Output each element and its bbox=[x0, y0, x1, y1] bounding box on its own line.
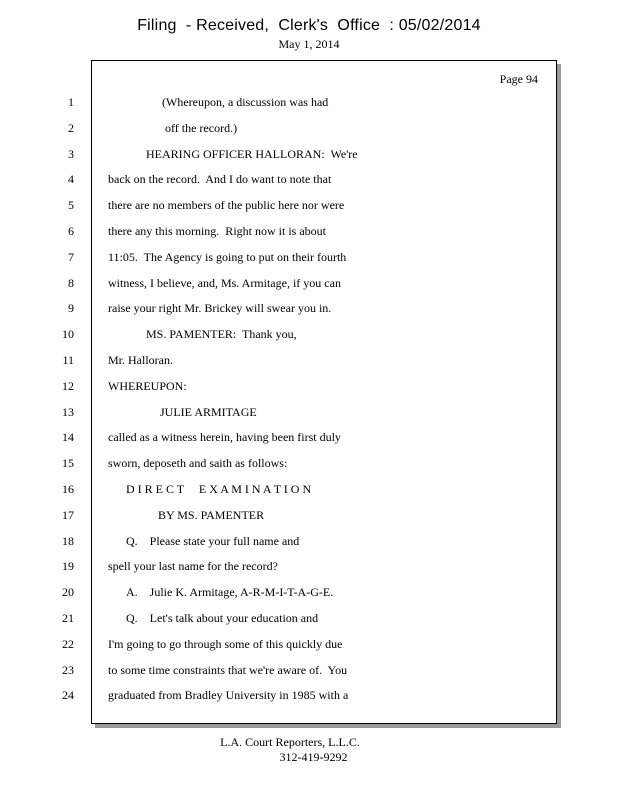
line-number: 3 bbox=[68, 146, 74, 161]
transcript-line: there are no members of the public here nor were bbox=[108, 198, 345, 213]
line-number: 5 bbox=[68, 198, 74, 213]
transcript-line: there any this morning. Right now it is about bbox=[108, 224, 326, 238]
filing-stamp: Filing - Received, Clerk's Office : 05/02/2014 bbox=[137, 17, 481, 34]
transcript-line: Q. Please state your full name and bbox=[126, 533, 300, 548]
line-number: 23 bbox=[62, 662, 74, 677]
transcript-page bbox=[62, 60, 557, 724]
line-number: 12 bbox=[62, 378, 74, 393]
line-number: 11 bbox=[62, 353, 74, 367]
line-number: 4 bbox=[68, 172, 74, 187]
line-number: 18 bbox=[62, 533, 74, 548]
line-number: 20 bbox=[62, 585, 74, 600]
line-number: 8 bbox=[68, 275, 74, 290]
page-number: Page 94 bbox=[499, 72, 538, 86]
transcript-line: Mr. Halloran. bbox=[108, 353, 173, 367]
transcript-line: to some time constraints that we're aware of. You bbox=[108, 662, 348, 677]
transcript-line: (Whereupon, a discussion was had bbox=[162, 95, 329, 109]
line-number: 7 bbox=[68, 249, 74, 264]
transcript-date: May 1, 2014 bbox=[278, 37, 340, 51]
line-number: 21 bbox=[62, 611, 74, 625]
court-reporter-phone: 312-419-9292 bbox=[279, 750, 348, 764]
transcript-line: I'm going to go through some of this quickly due bbox=[108, 636, 343, 651]
transcript-line: WHEREUPON: bbox=[108, 378, 187, 393]
transcript-line: BY MS. PAMENTER bbox=[158, 507, 265, 522]
transcript-line: off the record.) bbox=[165, 120, 238, 135]
transcript-line: raise your right Mr. Brickey will swear you in. bbox=[108, 301, 332, 316]
line-number: 9 bbox=[68, 301, 74, 316]
line-number: 15 bbox=[62, 456, 74, 471]
line-number: 16 bbox=[62, 482, 74, 496]
transcript-line: A. Julie K. Armitage, A-R-M-I-T-A-G-E. bbox=[126, 585, 334, 600]
line-number: 17 bbox=[62, 507, 74, 522]
line-number: 14 bbox=[62, 430, 74, 445]
transcript-line: sworn, deposeth and saith as follows: bbox=[108, 456, 288, 471]
transcript-line: MS. PAMENTER: Thank you, bbox=[146, 327, 297, 342]
transcript-line: HEARING OFFICER HALLORAN: We're bbox=[146, 146, 358, 161]
line-number: 6 bbox=[68, 224, 74, 238]
transcript-line: 11:05. The Agency is going to put on their fourth bbox=[108, 249, 347, 264]
line-number: 22 bbox=[62, 636, 74, 651]
court-reporter-name: L.A. Court Reporters, L.L.C. bbox=[220, 735, 360, 749]
transcript-line: called as a witness herein, having been first duly bbox=[108, 430, 341, 445]
transcript-line: Q. Let's talk about your education and bbox=[126, 611, 319, 625]
transcript-line: graduated from Bradley University in 1985 with a bbox=[108, 688, 349, 703]
transcript-line: JULIE ARMITAGE bbox=[160, 404, 257, 419]
transcript-line: back on the record. And I do want to note that bbox=[108, 172, 332, 187]
transcript-line: D I R E C T E X A M I N A T I O N bbox=[126, 482, 312, 496]
line-number: 24 bbox=[62, 688, 74, 703]
transcript-line: witness, I believe, and, Ms. Armitage, if you can bbox=[108, 275, 341, 290]
line-number: 19 bbox=[62, 559, 74, 574]
line-number: 1 bbox=[68, 95, 74, 109]
line-number: 13 bbox=[62, 404, 74, 419]
line-number: 10 bbox=[62, 327, 74, 342]
line-number: 2 bbox=[68, 120, 74, 135]
transcript-line: spell your last name for the record? bbox=[108, 559, 278, 574]
